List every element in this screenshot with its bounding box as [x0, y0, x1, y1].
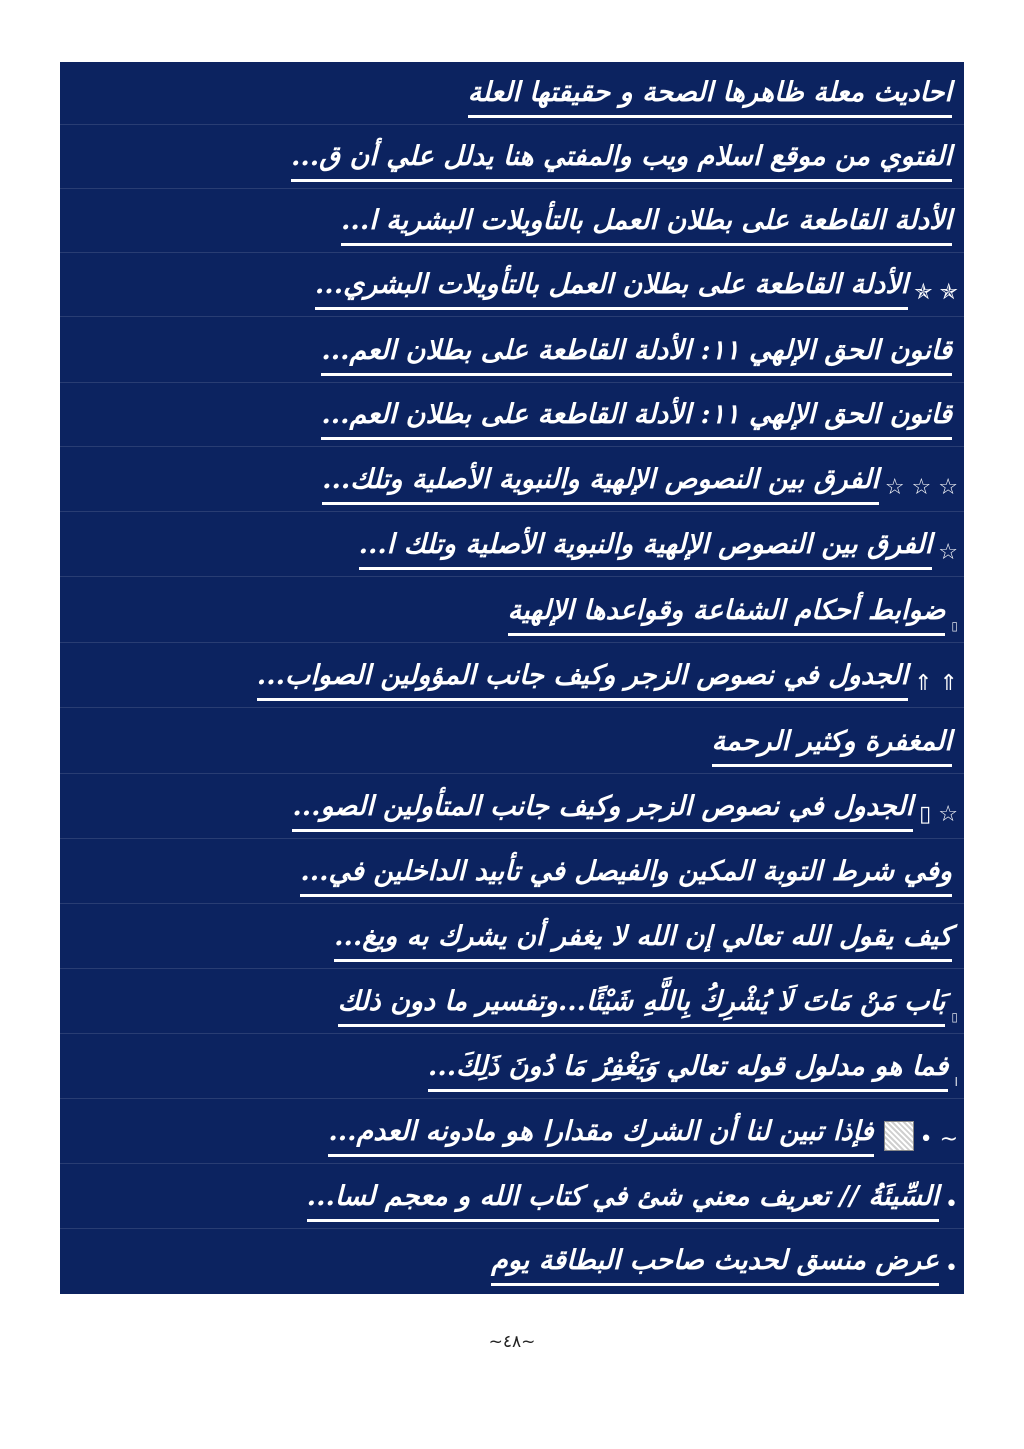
list-item[interactable]	[60, 320, 964, 383]
entry-link[interactable]: الفرق بين النصوص الإلهية والنبوية الأصلية وتلك ا...	[359, 525, 933, 570]
entry-link[interactable]: الفتوي من موقع اسلام ويب والمفتي هنا يدلل علي أن ق...	[291, 137, 952, 182]
entry-link[interactable]: الأدلة القاطعة على بطلان العمل بالتأويلات البشرية ا...	[341, 201, 952, 246]
list-item[interactable]	[60, 190, 964, 253]
page-number: ~٤٨~	[488, 1332, 536, 1352]
list-item[interactable]	[60, 776, 964, 839]
entry-link[interactable]: قانون الحق الإلهي ١١: الأدلة القاطعة على بطلان العم...	[321, 395, 952, 440]
entry-link[interactable]: الفرق بين النصوص الإلهية والنبوية الأصلية وتلك...	[322, 460, 879, 505]
entry-link[interactable]: قانون الحق الإلهي ١١: الأدلة القاطعة على بطلان العم...	[321, 331, 952, 376]
entry-link[interactable]: الأدلة القاطعة على بطلان العمل بالتأويلات البشري...	[315, 265, 908, 310]
star-outline-icon: ☆	[938, 540, 958, 565]
list-item[interactable]	[60, 254, 964, 317]
star-outline-icon: ☆ ☆ ☆	[884, 475, 958, 500]
list-item[interactable]	[60, 645, 964, 708]
list-item[interactable]	[60, 449, 964, 512]
bullet-marker: I	[954, 1075, 958, 1089]
bullet-marker: • ~	[919, 1127, 958, 1152]
square-icon: ▯	[951, 1010, 958, 1024]
double-arrow-up-icon: ⇑ ⇑	[914, 671, 958, 696]
list-item[interactable]	[60, 384, 964, 447]
entry-link[interactable]: الجدول في نصوص الزجر وكيف جانب المتأولين الصو...	[292, 787, 913, 832]
entry-link[interactable]: فإذا تبين لنا أن الشرك مقدارا هو مادونه العدم...	[328, 1112, 873, 1157]
entry-link[interactable]: الجدول في نصوص الزجر وكيف جانب المؤولين الصواب...	[257, 656, 908, 701]
list-item[interactable]	[60, 906, 964, 969]
entry-link[interactable]: المغفرة وكثير الرحمة	[712, 722, 952, 767]
list-item[interactable]	[60, 1166, 964, 1229]
list-item[interactable]	[60, 580, 964, 643]
list-item[interactable]	[60, 971, 964, 1034]
list-item[interactable]	[60, 514, 964, 577]
list-item[interactable]	[60, 1036, 964, 1099]
list-item[interactable]	[60, 62, 964, 125]
star-icon: ✯ ✯	[914, 280, 958, 305]
list-item[interactable]	[60, 711, 964, 774]
star-outline-icon: ▯ ☆	[919, 802, 958, 827]
entry-link[interactable]: السِّيئَةُ // تعريف معني شئ في كتاب الله و معجم لسا...	[307, 1177, 939, 1222]
list-item[interactable]	[60, 1230, 964, 1293]
document-panel	[60, 62, 964, 1294]
thumbnail-icon	[884, 1121, 914, 1151]
entry-link[interactable]: كيف يقول الله تعالي إن الله لا يغفر أن يشرك به ويغ...	[334, 917, 952, 962]
square-icon: ▯	[951, 619, 958, 633]
entry-link[interactable]: ضوابط أحكام الشفاعة وقواعدها الإلهية	[508, 591, 946, 636]
entry-link[interactable]: فما هو مدلول قوله تعالي وَيَغْفِرُ مَا دُونَ ذَلِكَ...	[428, 1047, 949, 1092]
entry-link[interactable]: بَاب مَنْ مَاتَ لَا يُشْرِكُ بِاللَّهِ شَيْئًا...وتفسير ما دون ذلك	[338, 982, 946, 1027]
entry-link[interactable]: احاديث معلة ظاهرها الصحة و حقيقتها العلة	[468, 73, 952, 118]
entry-link[interactable]: وفي شرط التوبة المكين والفيصل في تأبيد الداخلين في...	[300, 852, 952, 897]
entry-link[interactable]: عرض منسق لحديث صاحب البطاقة يوم	[491, 1241, 939, 1286]
list-item[interactable]	[60, 126, 964, 189]
bullet-marker: •	[945, 1192, 958, 1217]
list-item[interactable]	[60, 841, 964, 904]
bullet-marker: •	[945, 1256, 958, 1281]
list-item[interactable]	[60, 1101, 964, 1164]
